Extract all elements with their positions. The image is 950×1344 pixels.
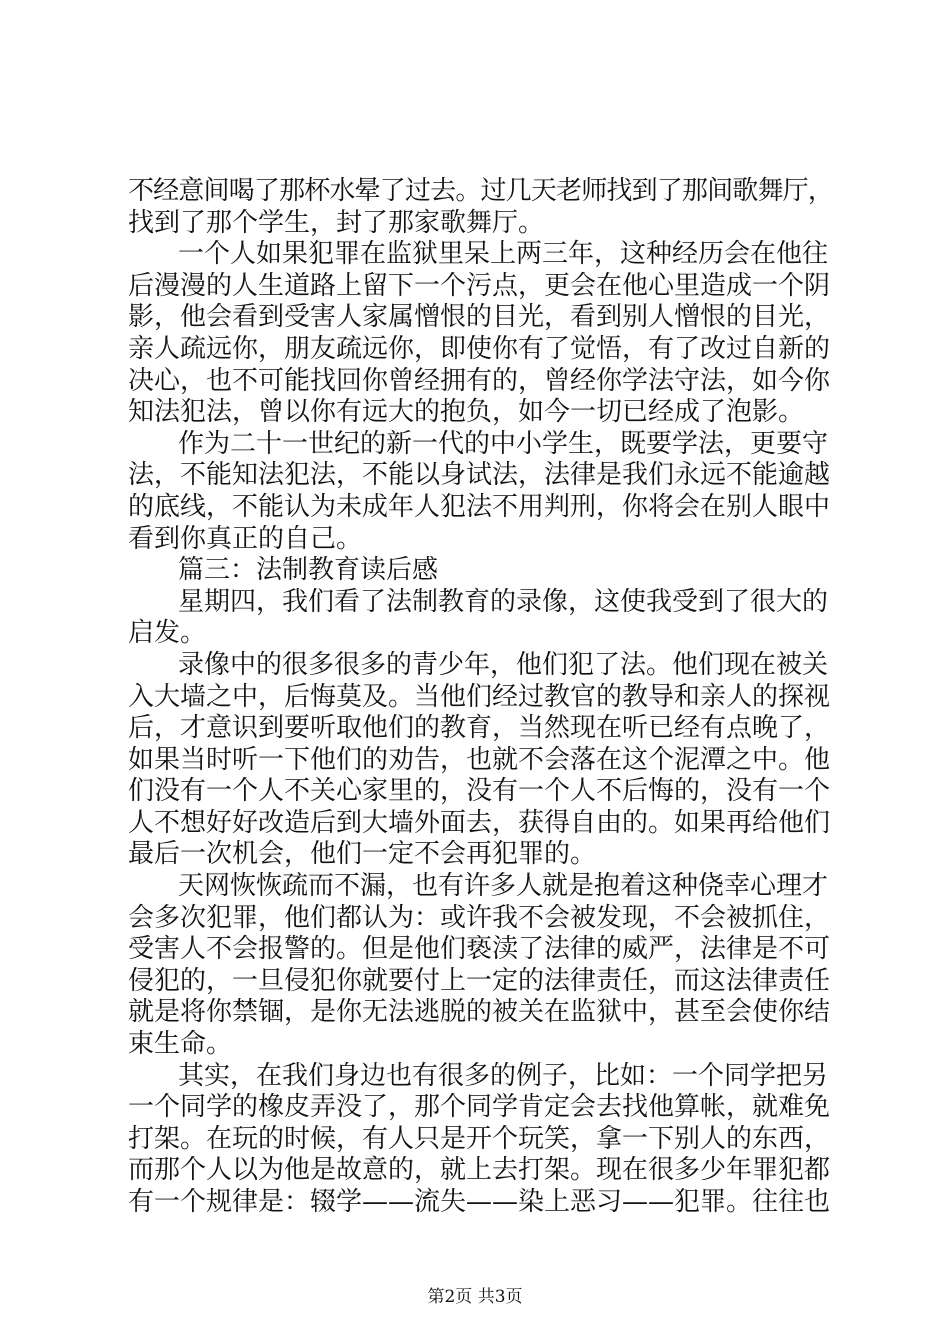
text-line: 看到你真正的自己。 [128,523,363,554]
text-line: 一个同学的橡皮弄没了，那个同学肯定会去找他算帐，就难免 [128,1092,831,1123]
text-line: 人不想好好改造后到大墙外面去，获得自由的。如果再给他们 [128,807,831,838]
text-line: 亲人疏远你，朋友疏远你，即使你有了觉悟，有了改过自新的 [128,333,831,364]
text-line: 其实，在我们身边也有很多的例子，比如：一个同学把另 [178,1060,829,1091]
document-body [128,176,833,1219]
text-line: 一个人如果犯罪在监狱里呆上两三年，这种经历会在他往 [178,239,829,270]
text-line: 启发。 [128,618,207,649]
text-line: 有一个规律是：辍学——流失——染上恶习——犯罪。往往也 [128,1187,831,1217]
text-line: 就是将你禁锢，是你无法逃脱的被关在监狱中，甚至会使你结 [128,997,831,1028]
page-footer: 第2页 共3页 [427,1287,523,1307]
text-line: 不经意间喝了那杯水晕了过去。过几天老师找到了那间歌舞厅， [128,176,834,206]
text-line: 打架。在玩的时候，有人只是开个玩笑，拿一下别人的东西， [128,1123,831,1154]
text-line: 影，他会看到受害人家属憎恨的目光，看到别人憎恨的目光， [128,302,831,333]
text-line: 找到了那个学生，封了那家歌舞厅。 [128,207,545,238]
text-line: 篇三：法制教育读后感 [178,555,439,586]
text-line: 知法犯法，曾以你有远大的抱负，如今一切已经成了泡影。 [128,397,805,428]
text-line: 而那个人以为他是故意的，就上去打架。现在很多少年罪犯都 [128,1155,831,1186]
text-line: 法，不能知法犯法，不能以身试法，法律是我们永远不能逾越 [128,460,831,491]
text-line: 受害人不会报警的。但是他们亵渎了法律的威严，法律是不可 [128,934,831,965]
text-line: 的底线，不能认为未成年人犯法不用判刑，你将会在别人眼中 [128,491,831,522]
text-line: 天网恢恢疏而不漏，也有许多人就是抱着这种侥幸心理才 [178,871,829,902]
text-line: 星期四，我们看了法制教育的录像，这使我受到了很大的 [178,586,829,617]
text-line: 侵犯的，一旦侵犯你就要付上一定的法律责任，而这法律责任 [128,965,831,996]
text-line: 们没有一个人不关心家里的，没有一个人不后悔的，没有一个 [128,776,831,807]
text-line: 后漫漫的人生道路上留下一个污点，更会在他心里造成一个阴 [128,270,831,301]
text-line: 后，才意识到要听取他们的教育，当然现在听已经有点晚了， [128,713,831,744]
text-line: 如果当时听一下他们的劝告，也就不会落在这个泥潭之中。他 [128,744,831,775]
text-line: 录像中的很多很多的青少年，他们犯了法。他们现在被关 [178,649,829,680]
text-line: 束生命。 [128,1029,233,1060]
text-line: 入大墙之中，后悔莫及。当他们经过教官的教导和亲人的探视 [128,681,831,712]
text-line: 作为二十一世纪的新一代的中小学生，既要学法，更要守 [178,428,829,459]
text-line: 会多次犯罪，他们都认为：或许我不会被发现，不会被抓住， [128,902,831,933]
text-line: 决心，也不可能找回你曾经拥有的，曾经你学法守法，如今你 [128,365,831,396]
text-line: 最后一次机会，他们一定不会再犯罪的。 [128,839,597,870]
